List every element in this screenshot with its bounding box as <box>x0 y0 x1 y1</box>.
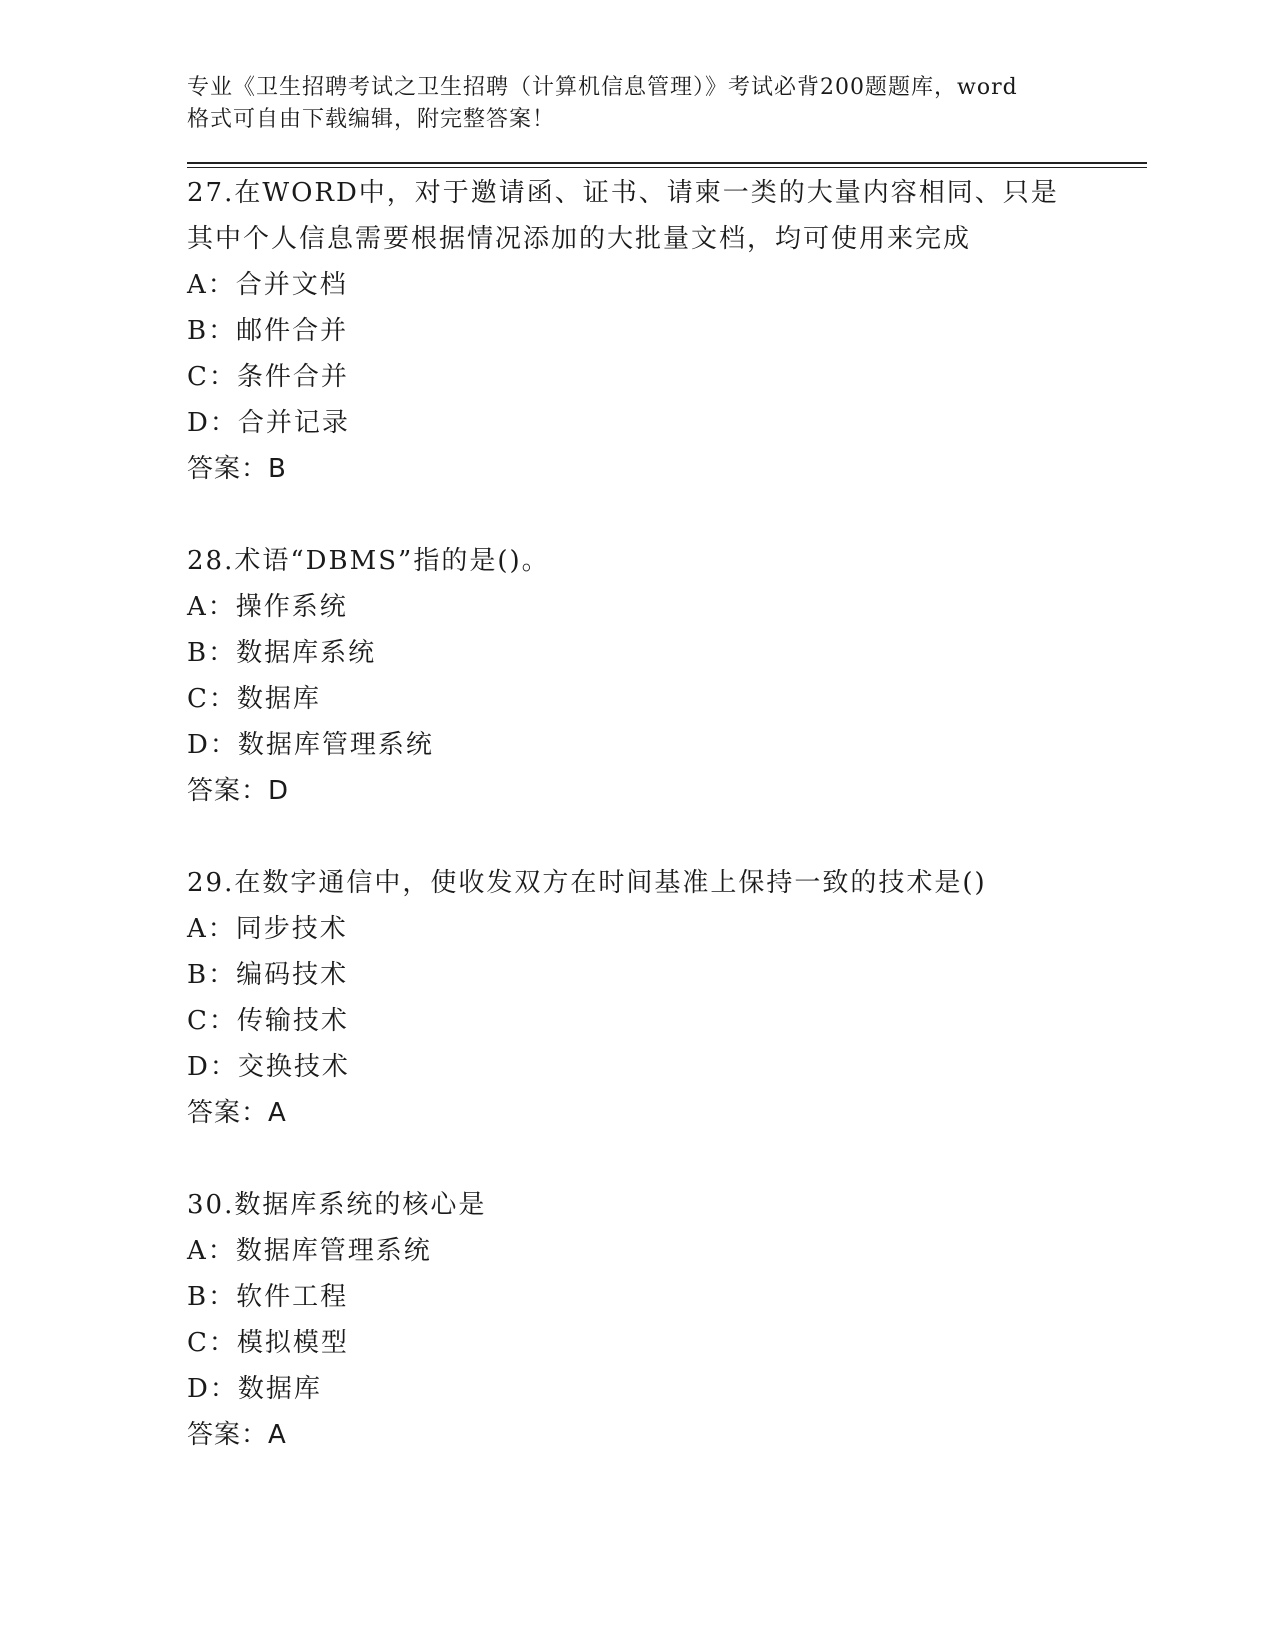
question-stem-line: 27.在WORD中，对于邀请函、证书、请柬一类的大量内容相同、只是 <box>187 178 1059 208</box>
question-stem: 30.数据库系统的核心是 <box>187 1190 487 1220</box>
option-d: D：数据库管理系统 <box>187 730 434 760</box>
option-c: C：传输技术 <box>187 1006 349 1036</box>
spacer <box>187 814 1147 860</box>
option-c: C：条件合并 <box>187 362 349 392</box>
option-d: D：合并记录 <box>187 408 350 438</box>
question-stem <box>187 170 1067 262</box>
answer: 答案：B <box>187 454 287 484</box>
document-header <box>187 72 1087 136</box>
option-b: B：邮件合并 <box>187 316 349 346</box>
question-30 <box>187 1182 1147 1458</box>
option-c: C：数据库 <box>187 684 321 714</box>
option-b: B：软件工程 <box>187 1282 349 1312</box>
question-28 <box>187 538 1147 814</box>
header-divider <box>187 162 1147 168</box>
option-a: A：操作系统 <box>187 592 348 622</box>
question-stem: 29.在数字通信中，使收发双方在时间基准上保持一致的技术是() <box>187 868 987 898</box>
option-c: C：模拟模型 <box>187 1328 349 1358</box>
header-line-2: 格式可自由下载编辑，附完整答案！ <box>187 107 556 132</box>
option-b: B：编码技术 <box>187 960 349 990</box>
question-29 <box>187 860 1147 1136</box>
spacer <box>187 492 1147 538</box>
question-stem-line: 其中个人信息需要根据情况添加的大批量文档，均可使用来完成 <box>187 224 972 254</box>
spacer <box>187 1136 1147 1182</box>
answer: 答案：A <box>187 1098 287 1128</box>
question-27 <box>187 170 1147 492</box>
option-a: A：同步技术 <box>187 914 348 944</box>
header-line-1: 专业《卫生招聘考试之卫生招聘（计算机信息管理）》考试必背200题题库，word <box>187 75 1018 100</box>
option-b: B：数据库系统 <box>187 638 377 668</box>
question-stem: 28.术语“DBMS”指的是()。 <box>187 546 550 576</box>
option-a: A：合并文档 <box>187 270 348 300</box>
option-d: D：交换技术 <box>187 1052 350 1082</box>
option-d: D：数据库 <box>187 1374 322 1404</box>
option-a: A：数据库管理系统 <box>187 1236 432 1266</box>
answer: 答案：A <box>187 1420 287 1450</box>
answer: 答案：D <box>187 776 290 806</box>
document-page <box>187 72 1147 1458</box>
